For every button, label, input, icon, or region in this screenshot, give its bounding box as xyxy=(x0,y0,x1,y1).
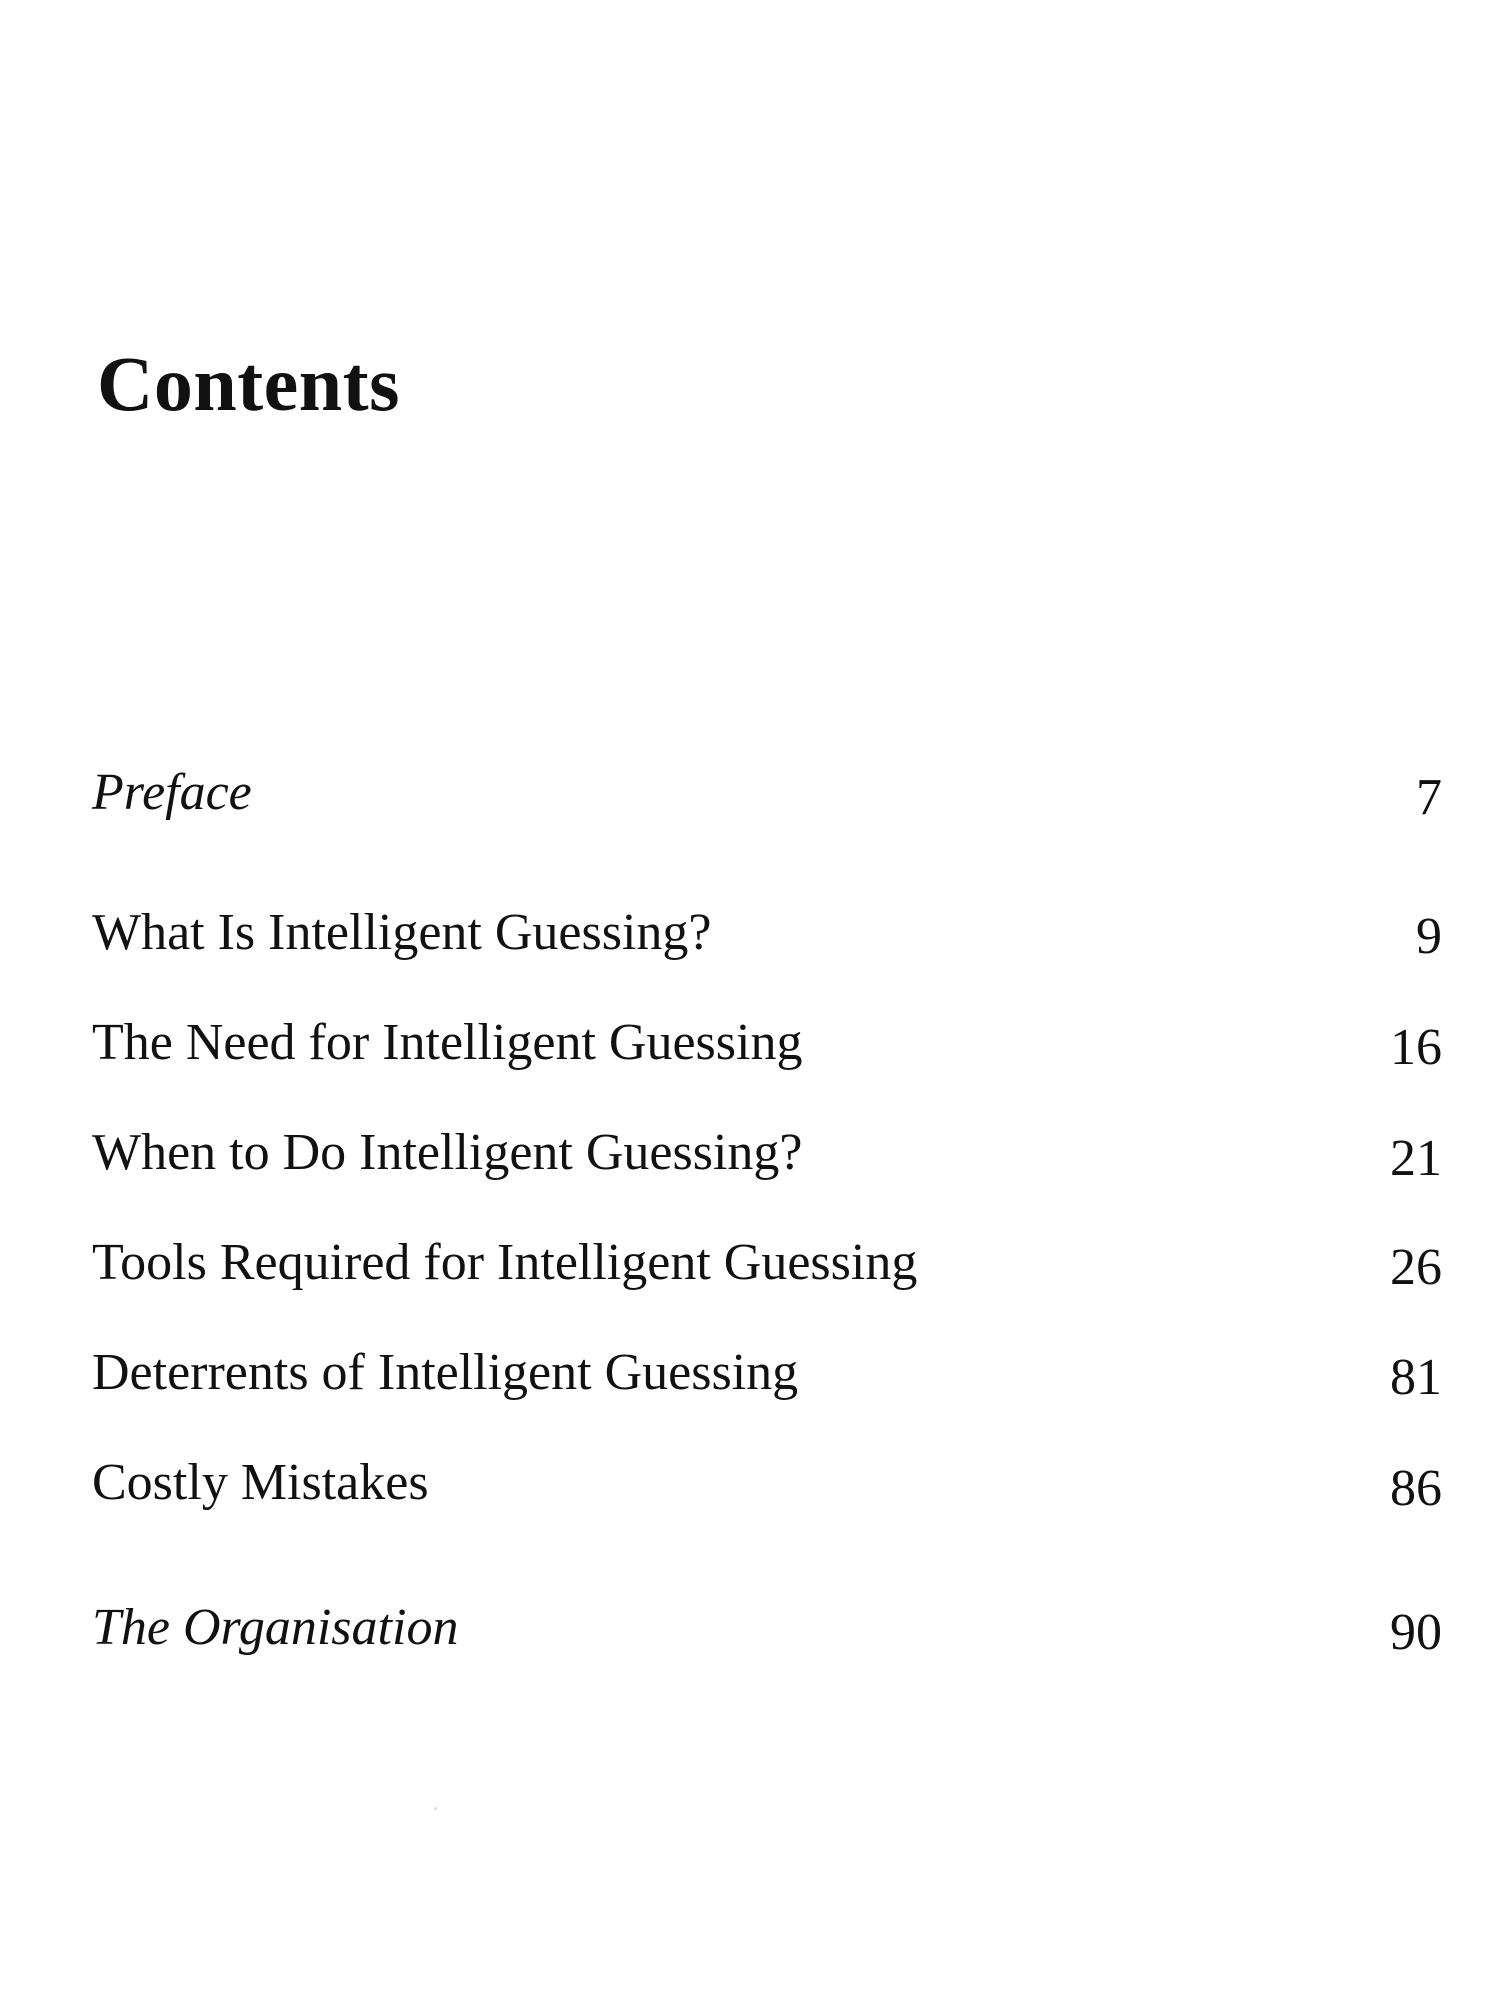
toc-entry-title: The Organisation xyxy=(92,1599,459,1656)
paper-speck xyxy=(434,1807,437,1810)
toc-entry-title: The Need for Intelligent Guessing xyxy=(92,1014,803,1071)
toc-page-number: 90 xyxy=(1390,1604,1442,1661)
toc-page-number: 9 xyxy=(1416,908,1442,965)
toc-entry-when-to-do-intelligent-guessing xyxy=(92,1124,1442,1197)
toc-page-number: 81 xyxy=(1390,1349,1442,1406)
toc-entry-title: Deterrents of Intelligent Guessing xyxy=(92,1344,799,1401)
toc-entry-tools-required xyxy=(92,1234,1442,1307)
toc-entry-need-for-intelligent-guessing xyxy=(92,1014,1442,1087)
page-title: Contents xyxy=(97,340,401,427)
toc-entry-what-is-intelligent-guessing xyxy=(92,904,1442,977)
toc-entry-deterrents xyxy=(92,1344,1442,1417)
toc-entry-title: Costly Mistakes xyxy=(92,1454,429,1511)
toc-entry-title: What Is Intelligent Guessing? xyxy=(92,904,712,961)
toc-page-number: 86 xyxy=(1390,1460,1442,1517)
toc-entry-preface xyxy=(92,764,1442,837)
toc-page-number: 7 xyxy=(1416,769,1442,826)
toc-page-number: 26 xyxy=(1390,1239,1442,1296)
toc-entry-title: When to Do Intelligent Guessing? xyxy=(92,1124,803,1181)
toc-page-number: 21 xyxy=(1390,1130,1442,1187)
toc-entry-the-organisation xyxy=(92,1599,1442,1672)
toc-entry-title: Preface xyxy=(92,764,252,821)
toc-page-number: 16 xyxy=(1390,1019,1442,1076)
toc-entry-title: Tools Required for Intelligent Guessing xyxy=(92,1234,918,1291)
toc-entry-costly-mistakes xyxy=(92,1454,1442,1527)
